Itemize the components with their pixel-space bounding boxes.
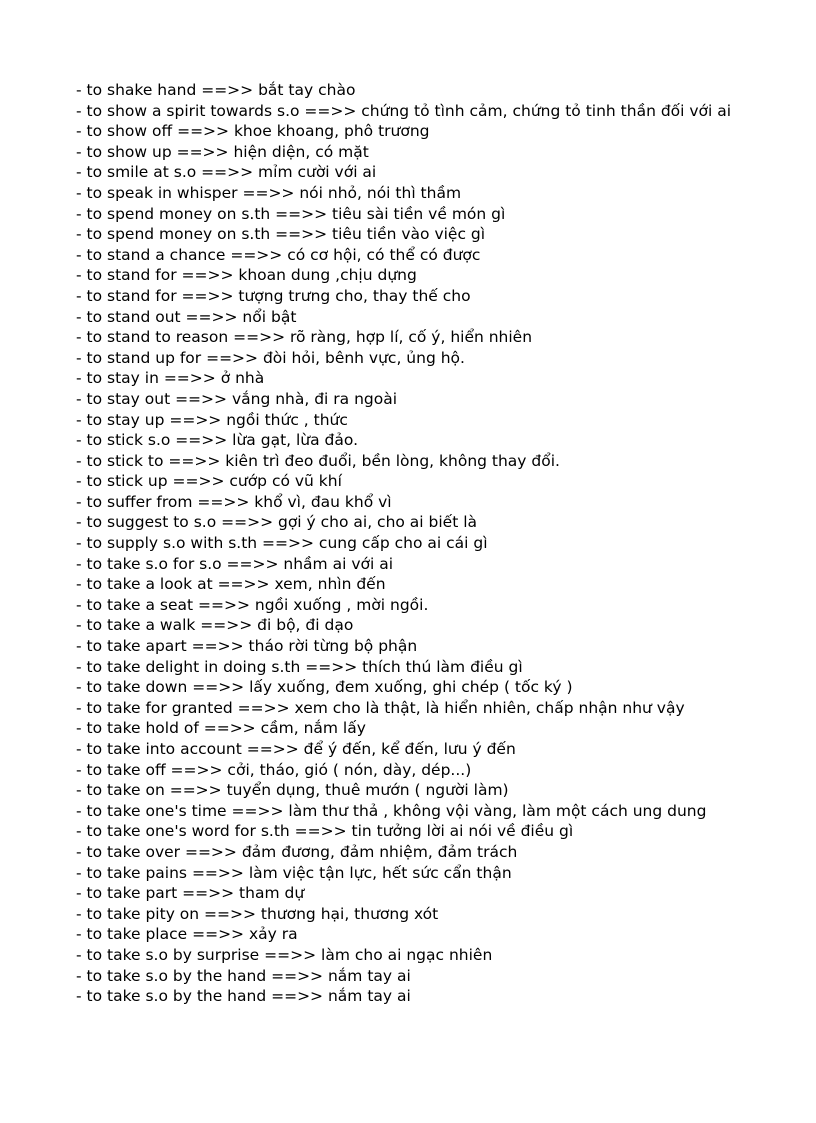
document-body	[76, 80, 756, 1007]
text-line: - to take s.o by the hand ==>> nắm tay ai	[76, 987, 411, 1006]
text-line: - to take hold of ==>> cầm, nắm lấy	[76, 719, 366, 738]
text-line: - to take on ==>> tuyển dụng, thuê mướn ( người làm)	[76, 781, 509, 800]
text-line: - to show off ==>> khoe khoang, phô trương	[76, 122, 430, 141]
text-line: - to stay out ==>> vắng nhà, đi ra ngoài	[76, 389, 398, 408]
text-line: - to take pains ==>> làm việc tận lực, hết sức cẩn thận	[76, 863, 512, 882]
text-line: - to take for granted ==>> xem cho là thật, là hiển nhiên, chấp nhận như vậy	[76, 698, 685, 717]
text-line: - to take a look at ==>> xem, nhìn đến	[76, 575, 386, 594]
text-line: - to stand to reason ==>> rõ ràng, hợp lí, cố ý, hiển nhiên	[76, 328, 533, 347]
text-line: - to stick up ==>> cướp có vũ khí	[76, 472, 342, 491]
text-line: - to suggest to s.o ==>> gợi ý cho ai, cho ai biết là	[76, 513, 478, 532]
text-line: - to take one's word for s.th ==>> tin tưởng lời ai nói về điều gì	[76, 822, 574, 841]
text-line: - to take s.o by the hand ==>> nắm tay ai	[76, 966, 411, 985]
text-line: - to spend money on s.th ==>> tiêu sài tiền về món gì	[76, 204, 506, 223]
text-line: - to show a spirit towards s.o ==>> chứng tỏ tình cảm, chứng tỏ tinh thần đối với ai	[76, 101, 732, 120]
text-line: - to stand out ==>> nổi bật	[76, 307, 297, 326]
text-line: - to spend money on s.th ==>> tiêu tiền vào việc gì	[76, 225, 486, 244]
text-line: - to speak in whisper ==>> nói nhỏ, nói thì thầm	[76, 183, 462, 202]
text-line: - to supply s.o with s.th ==>> cung cấp cho ai cái gì	[76, 534, 488, 553]
text-line: - to take pity on ==>> thương hại, thương xót	[76, 904, 439, 923]
text-line: - to take s.o by surprise ==>> làm cho ai ngạc nhiên	[76, 945, 493, 964]
text-line: - to stand for ==>> tượng trưng cho, thay thế cho	[76, 286, 471, 305]
text-line: - to take s.o for s.o ==>> nhầm ai với ai	[76, 554, 394, 573]
text-line: - to take part ==>> tham dự	[76, 884, 305, 903]
text-line: - to take off ==>> cởi, tháo, gió ( nón, dày, dép...)	[76, 760, 472, 779]
text-line: - to smile at s.o ==>> mỉm cười với ai	[76, 163, 377, 182]
text-line: - to take delight in doing s.th ==>> thích thú làm điều gì	[76, 657, 523, 676]
text-line: - to stand for ==>> khoan dung ,chịu dựng	[76, 266, 417, 285]
text-line: - to take a seat ==>> ngồi xuống , mời ngồi.	[76, 595, 429, 614]
text-line: - to stand up for ==>> đòi hỏi, bênh vực, ủng hộ.	[76, 348, 465, 367]
text-line: - to stay up ==>> ngồi thức , thức	[76, 410, 348, 429]
text-line: - to take over ==>> đảm đương, đảm nhiệm, đảm trách	[76, 842, 518, 861]
text-line: - to stick s.o ==>> lừa gạt, lừa đảo.	[76, 431, 359, 450]
text-line: - to suffer from ==>> khổ vì, đau khổ vì	[76, 492, 392, 511]
text-line: - to take a walk ==>> đi bộ, đi dạo	[76, 616, 354, 635]
text-line: - to stick to ==>> kiên trì đeo đuổi, bền lòng, không thay đổi.	[76, 451, 560, 470]
text-line: - to stand a chance ==>> có cơ hội, có thể có được	[76, 245, 481, 264]
text-line: - to take down ==>> lấy xuống, đem xuống, ghi chép ( tốc ký )	[76, 678, 573, 697]
text-line: - to shake hand ==>> bắt tay chào	[76, 81, 356, 99]
text-line: - to stay in ==>> ở nhà	[76, 369, 265, 388]
text-line: - to take into account ==>> để ý đến, kể đến, lưu ý đến	[76, 740, 516, 758]
text-line: - to take place ==>> xảy ra	[76, 925, 298, 944]
text-line: - to take one's time ==>> làm thư thả , không vội vàng, làm một cách ung dung	[76, 801, 707, 820]
text-line: - to take apart ==>> tháo rời từng bộ phận	[76, 637, 418, 656]
text-line: - to show up ==>> hiện diện, có mặt	[76, 142, 369, 161]
